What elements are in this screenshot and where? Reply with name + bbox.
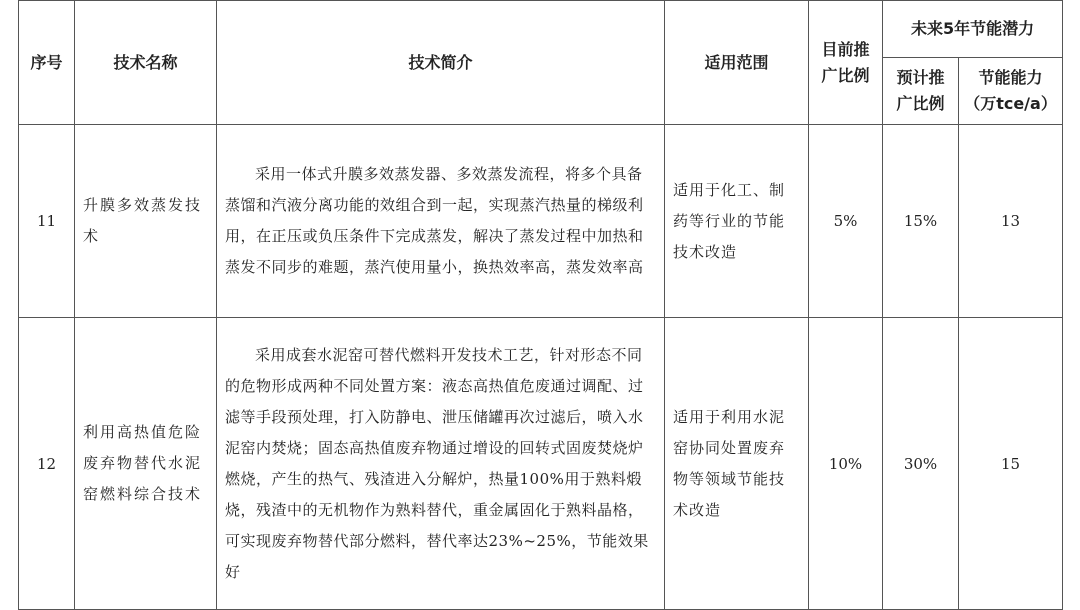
row-seq: 12 bbox=[19, 318, 75, 610]
row-name: 利用高热值危险废弃物替代水泥窑燃料综合技术 bbox=[75, 318, 217, 610]
header-row bbox=[19, 1, 1063, 58]
row-expected-ratio: 15% bbox=[883, 125, 959, 318]
table-row bbox=[19, 125, 1063, 318]
row-capacity: 15 bbox=[959, 318, 1063, 610]
header-capacity: 节能能力（万tce/a） bbox=[959, 58, 1063, 125]
row-summary: 采用一体式升膜多效蒸发器、多效蒸发流程，将多个具备蒸馏和汽液分离功能的效组合到一起，实现蒸汽热量的梯级利用，在正压或负压条件下完成蒸发，解决了蒸发过程中加热和蒸发不同步的难题，蒸汽使用量小，换热效率高，蒸发效率高 bbox=[217, 125, 665, 318]
header-seq: 序号 bbox=[19, 1, 75, 125]
row-summary: 采用成套水泥窑可替代燃料开发技术工艺，针对形态不同的危物形成两种不同处置方案：液态高热值危废通过调配、过滤等手段预处理，打入防静电、泄压储罐再次过滤后，喷入水泥窑内焚烧；固态高热值废弃物通过增设的回转式固废焚烧炉燃烧，产生的热气、残渣进入分解炉，热量100%用于熟料煅烧，残渣中的无机物作为熟料替代，重金属固化于熟料晶格，可实现废弃物替代部分燃料，替代率达23%~25%，节能效果好 bbox=[217, 318, 665, 610]
row-current-ratio: 10% bbox=[809, 318, 883, 610]
header-future-potential: 未来5年节能潜力 bbox=[883, 1, 1063, 58]
row-capacity: 13 bbox=[959, 125, 1063, 318]
header-expected-ratio: 预计推广比例 bbox=[883, 58, 959, 125]
header-name: 技术名称 bbox=[75, 1, 217, 125]
table-row bbox=[19, 318, 1063, 610]
row-expected-ratio: 30% bbox=[883, 318, 959, 610]
row-scope: 适用于化工、制药等行业的节能技术改造 bbox=[665, 125, 809, 318]
row-seq: 11 bbox=[19, 125, 75, 318]
row-name: 升膜多效蒸发技术 bbox=[75, 125, 217, 318]
row-scope: 适用于利用水泥窑协同处置废弃物等领域节能技术改造 bbox=[665, 318, 809, 610]
header-summary: 技术简介 bbox=[217, 1, 665, 125]
row-current-ratio: 5% bbox=[809, 125, 883, 318]
header-scope: 适用范围 bbox=[665, 1, 809, 125]
technology-table bbox=[18, 0, 1063, 610]
header-current-ratio: 目前推广比例 bbox=[809, 1, 883, 125]
